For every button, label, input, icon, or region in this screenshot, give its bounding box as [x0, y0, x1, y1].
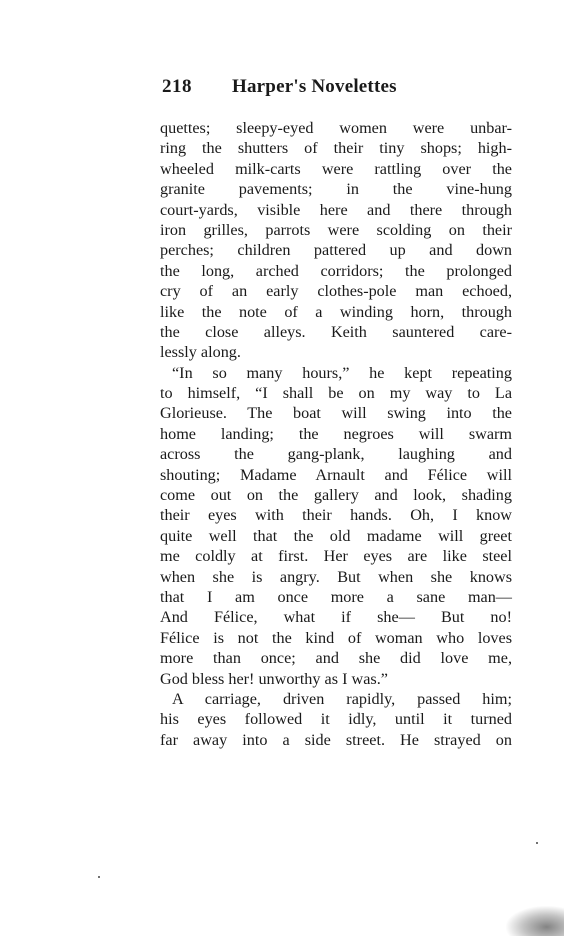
text-line: like the note of a winding horn, through: [160, 302, 512, 321]
text-line: perches; children pattered up and down: [160, 241, 512, 260]
text-line: home landing; the negroes will swarm: [160, 424, 512, 443]
page-header: [162, 76, 512, 100]
text-line: his eyes followed it idly, until it turned: [160, 710, 512, 729]
text-line: quite well that the old madame will greet: [160, 526, 512, 545]
text-line: quettes; sleepy-eyed women were unbar-: [160, 119, 512, 137]
text-line: the long, arched corridors; the prolonged: [160, 261, 512, 280]
text-line: And Félice, what if she— But no!: [160, 608, 512, 627]
scan-smudge: [506, 906, 564, 936]
scan-speck: [536, 842, 538, 844]
text-line: the close alleys. Keith sauntered care-: [160, 322, 512, 341]
text-line: wheeled milk-carts were rattling over the: [160, 159, 512, 178]
text-line: come out on the gallery and look, shading: [160, 486, 512, 505]
text-line: to himself, “I shall be on my way to La: [160, 384, 512, 403]
text-line: far away into a side street. He strayed on: [160, 730, 512, 749]
text-line: Glorieuse. The boat will swing into the: [160, 404, 512, 423]
text-line: shouting; Madame Arnault and Félice will: [160, 465, 512, 484]
text-line: when she is angry. But when she knows: [160, 567, 512, 586]
running-title: Harper's Novelettes: [232, 76, 397, 97]
scan-speck: [98, 876, 100, 878]
text-line: cry of an early clothes-pole man echoed,: [160, 282, 512, 301]
text-line: that I am once more a sane man—: [160, 587, 512, 606]
text-line: more than once; and she did love me,: [160, 649, 512, 668]
text-line: across the gang-plank, laughing and: [160, 445, 512, 464]
text-line: me coldly at first. Her eyes are like steel: [160, 547, 512, 566]
page-number: 218: [162, 76, 192, 97]
text-line: “In so many hours,” he kept repeating: [172, 363, 512, 382]
text-line: court-yards, visible here and there through: [160, 200, 512, 219]
text-line: iron grilles, parrots were scolding on their: [160, 220, 512, 239]
text-line: Félice is not the kind of woman who loves: [160, 628, 512, 647]
text-line: lessly along.: [160, 343, 241, 362]
body-text: [160, 118, 512, 750]
text-line: their eyes with their hands. Oh, I know: [160, 506, 512, 525]
text-line: God bless her! unworthy as I was.”: [160, 669, 388, 688]
text-line: ring the shutters of their tiny shops; high-: [160, 139, 512, 158]
text-line: A carriage, driven rapidly, passed him;: [172, 689, 512, 708]
text-line: granite pavements; in the vine-hung: [160, 180, 512, 199]
